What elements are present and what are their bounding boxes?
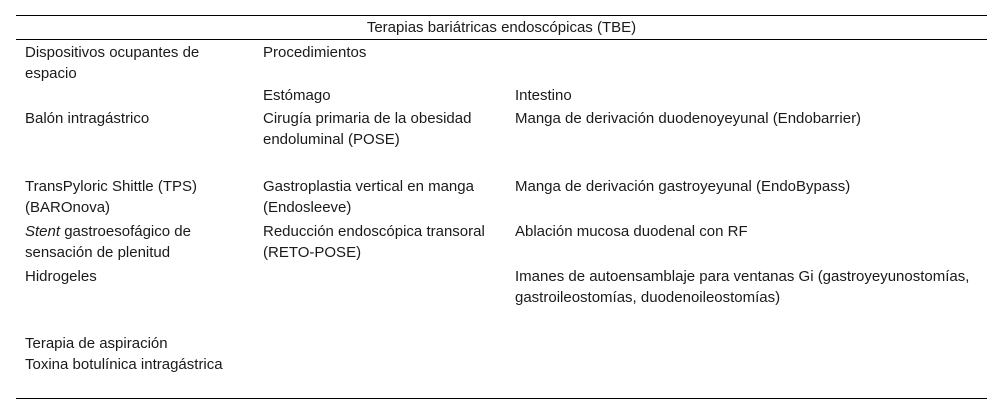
subheader-empty <box>16 84 254 106</box>
cell-device: TransPyloric Shittle (TPS) (BAROnova) <box>25 178 197 216</box>
header-devices: Dispositivos ocupantes de espacio <box>25 44 200 82</box>
cell-stomach <box>254 264 506 332</box>
header-procedures: Procedimientos <box>263 44 367 61</box>
cell-intestine <box>506 332 987 354</box>
table-row <box>16 106 987 174</box>
cell-stomach: Reducción endoscópica transoral (RETO-POSE) <box>263 223 485 261</box>
table-row <box>16 174 987 219</box>
cell-stomach <box>254 354 506 399</box>
table-row <box>16 264 987 332</box>
cell-intestine: Manga de derivación duodenoyeyunal (Endobarrier) <box>515 110 862 127</box>
table-row <box>16 332 987 354</box>
table-title: Terapias bariátricas endoscópicas (TBE) <box>16 16 987 40</box>
therapies-table <box>16 15 987 399</box>
table-row <box>16 219 987 264</box>
cell-device-rest: gastroesofágico de sensación de plenitud <box>25 223 191 261</box>
table-header-row <box>16 40 987 85</box>
subheader-stomach: Estómago <box>263 87 331 104</box>
cell-stomach <box>254 332 506 354</box>
cell-intestine: Ablación mucosa duodenal con RF <box>515 223 748 240</box>
table-subheader-row <box>16 84 987 106</box>
cell-intestine: Manga de derivación gastroyeyunal (EndoBypass) <box>515 178 851 195</box>
cell-device: Balón intragástrico <box>25 110 150 127</box>
cell-device: Toxina botulínica intragástrica <box>16 354 254 399</box>
cell-device <box>16 219 254 264</box>
table-title-row <box>16 16 987 40</box>
cell-intestine <box>506 354 987 399</box>
therapies-table-container <box>16 15 987 399</box>
table-row <box>16 354 987 399</box>
cell-stomach: Cirugía primaria de la obesidad endoluminal (POSE) <box>263 110 472 148</box>
cell-stomach: Gastroplastia vertical en manga (Endosleeve) <box>263 178 474 216</box>
cell-device: Terapia de aspiración <box>25 335 168 352</box>
cell-device: Hidrogeles <box>25 268 97 285</box>
cell-intestine: Imanes de autoensamblaje para ventanas Gi (gastroyeyunostomías, gastroileostomías, duodenoileostomías) <box>515 268 970 306</box>
cell-device-italic: Stent <box>25 223 61 240</box>
subheader-intestine: Intestino <box>515 87 572 104</box>
